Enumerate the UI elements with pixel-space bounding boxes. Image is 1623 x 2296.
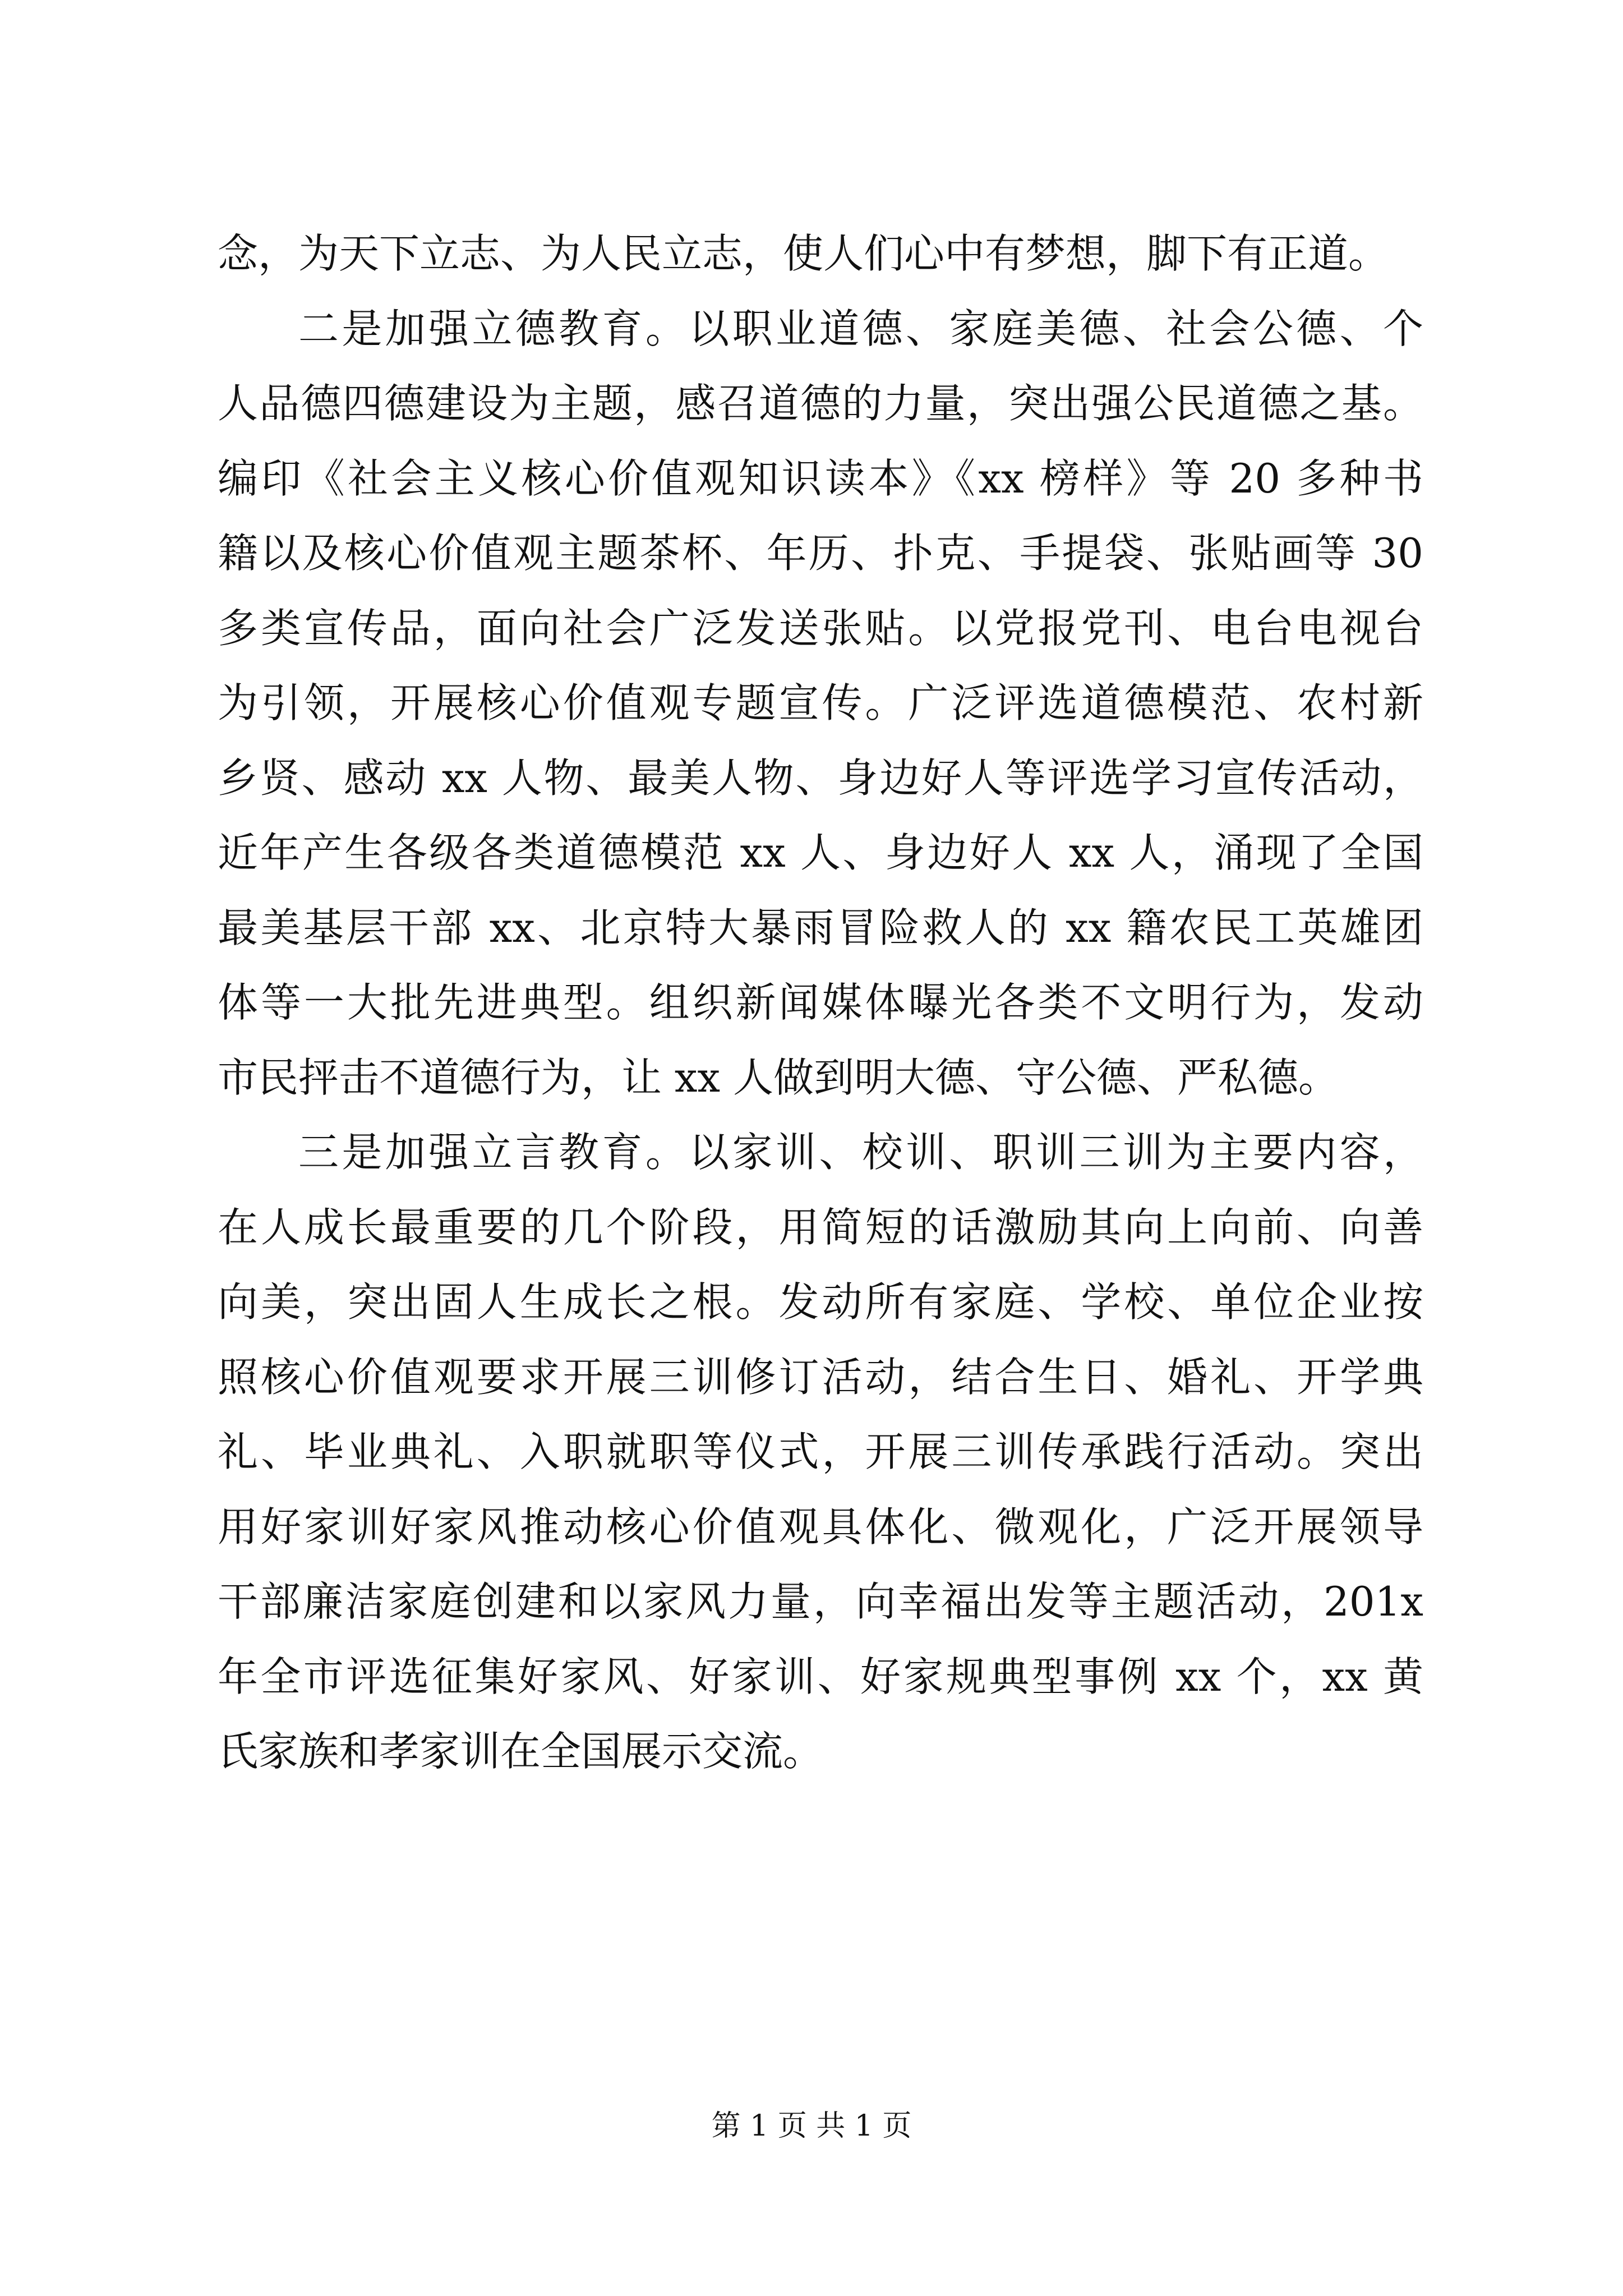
text-line: 体等一大批先进典型。组织新闻媒体曝光各类不文明行为，发动 <box>218 979 1423 1026</box>
paragraph <box>218 217 1423 292</box>
document-body <box>218 217 1423 1789</box>
text-line: 在人成长最重要的几个阶段，用简短的话激励其向上向前、向善 <box>218 1203 1423 1251</box>
text-line: 编印《社会主义核心价值观知识读本》《xx 榜样》等 20 多种书 <box>218 454 1423 502</box>
text-line: 人品德四德建设为主题，感召道德的力量，突出强公民道德之基。 <box>218 380 1423 427</box>
text-line: 籍以及核心价值观主题茶杯、年历、扑克、手提袋、张贴画等 30 <box>218 530 1423 577</box>
text-line: 念，为天下立志、为人民立志，使人们心中有梦想，脚下有正道。 <box>218 230 1389 277</box>
text-line: 近年产生各级各类道德模范 xx 人、身边好人 xx 人，涌现了全国 <box>218 829 1423 876</box>
text-line: 三是加强立言教育。以家训、校训、职训三训为主要内容， <box>298 1129 1423 1176</box>
text-line: 用好家训好家风推动核心价值观具体化、微观化，广泛开展领导 <box>218 1503 1423 1550</box>
text-line: 二是加强立德教育。以职业道德、家庭美德、社会公德、个 <box>298 305 1423 352</box>
text-line: 氏家族和孝家训在全国展示交流。 <box>218 1728 824 1775</box>
text-line: 为引领，开展核心价值观专题宣传。广泛评选道德模范、农村新 <box>218 679 1423 726</box>
text-line: 乡贤、感动 xx 人物、最美人物、身边好人等评选学习宣传活动， <box>218 754 1423 802</box>
text-line: 多类宣传品，面向社会广泛发送张贴。以党报党刊、电台电视台 <box>218 604 1423 652</box>
page-number-footer: 第 1 页 共 1 页 <box>711 2109 912 2143</box>
paragraph <box>218 292 1423 1116</box>
text-line: 最美基层干部 xx、北京特大暴雨冒险救人的 xx 籍农民工英雄团 <box>218 904 1423 951</box>
text-line: 市民抨击不道德行为，让 xx 人做到明大德、守公德、严私德。 <box>218 1053 1339 1101</box>
text-line: 年全市评选征集好家风、好家训、好家规典型事例 xx 个，xx 黄 <box>218 1653 1423 1700</box>
text-line: 礼、毕业典礼、入职就职等仪式，开展三训传承践行活动。突出 <box>218 1428 1423 1475</box>
text-line: 干部廉洁家庭创建和以家风力量，向幸福出发等主题活动，201x <box>218 1578 1423 1625</box>
text-line: 照核心价值观要求开展三训修订活动，结合生日、婚礼、开学典 <box>218 1353 1423 1401</box>
paragraph <box>218 1115 1423 1789</box>
text-line: 向美，突出固人生成长之根。发动所有家庭、学校、单位企业按 <box>218 1278 1423 1326</box>
